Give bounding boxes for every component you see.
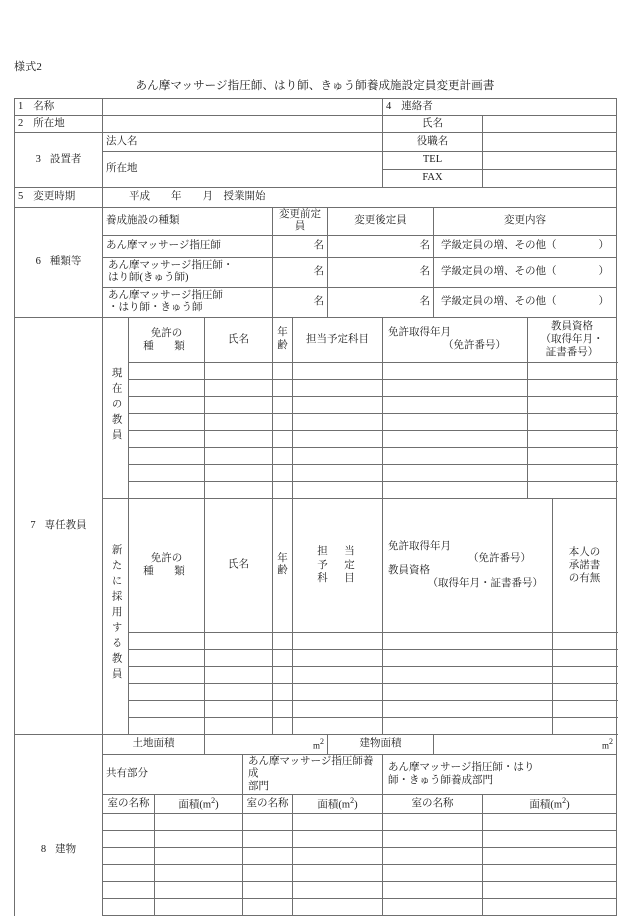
header-age-current: 年齢 xyxy=(273,317,293,362)
group-title-anma-l2: 部門 xyxy=(248,780,269,792)
cell-room-area-1[interactable] xyxy=(155,848,243,865)
cell-license-type[interactable] xyxy=(129,413,205,430)
building-area-unit: m xyxy=(601,740,609,751)
section7-number: 7 xyxy=(30,519,36,531)
cell-room-area-2[interactable] xyxy=(293,848,383,865)
cell-subject[interactable] xyxy=(293,379,383,396)
section8-label-cell xyxy=(15,735,103,916)
cell-room-name-2[interactable] xyxy=(243,865,293,882)
section8-label: 建物 xyxy=(55,844,77,856)
header-subject-new xyxy=(293,498,383,632)
cell-subject[interactable] xyxy=(293,650,383,667)
header-self-consent-new-l3: の有無 xyxy=(568,572,601,584)
cell-room-area-2[interactable] xyxy=(293,814,383,831)
header-license-qual-new-l4: （取得年月・証書番号） xyxy=(427,577,543,589)
cell-age[interactable] xyxy=(273,413,293,430)
header-subject-new-l3: 科 目 xyxy=(317,573,358,585)
section4-number: 4 xyxy=(386,100,392,112)
sub-header-room-3: 室の名称 xyxy=(383,795,483,814)
section6-kind-3-line1: あん摩マッサージ指圧師 xyxy=(108,289,223,301)
cell-room-area-2[interactable] xyxy=(293,899,383,916)
cell-license-type[interactable] xyxy=(129,684,205,701)
section6-content-1[interactable]: 学級定員の増、その他（ ） xyxy=(434,235,617,257)
cell-license-date[interactable] xyxy=(383,447,528,464)
cell-subject[interactable] xyxy=(293,684,383,701)
section6-header-kind: 養成施設の種類 xyxy=(103,208,273,236)
cell-room-area-3[interactable] xyxy=(483,814,617,831)
section3-label-cell xyxy=(15,133,103,188)
land-area-unit-sup: 2 xyxy=(320,736,324,746)
cell-teacher-qual[interactable] xyxy=(528,464,617,481)
cell-room-name-1[interactable] xyxy=(103,865,155,882)
section6-header-after: 変更後定員 xyxy=(328,208,434,236)
cell-room-name-2[interactable] xyxy=(243,831,293,848)
section3-label: 設置者 xyxy=(49,153,82,165)
cell-room-name-1[interactable] xyxy=(103,899,155,916)
header-license-type-current xyxy=(129,317,205,362)
cell-room-area-3[interactable] xyxy=(483,899,617,916)
section6-before-3[interactable]: 名 xyxy=(273,287,328,317)
cell-self-consent[interactable] xyxy=(553,633,617,650)
cell-teacher-qual[interactable] xyxy=(528,413,617,430)
cell-name[interactable] xyxy=(205,379,273,396)
cell-room-name-1[interactable] xyxy=(103,814,155,831)
cell-self-consent[interactable] xyxy=(553,650,617,667)
cell-license-type[interactable] xyxy=(129,650,205,667)
section7-current-header xyxy=(15,317,617,362)
table-row xyxy=(15,865,617,882)
cell-license-qual[interactable] xyxy=(383,650,553,667)
section4-label-cell xyxy=(383,99,617,116)
cell-age[interactable] xyxy=(273,379,293,396)
land-area-label: 土地面積 xyxy=(103,735,205,755)
section4-label: 連絡者 xyxy=(401,100,433,112)
section6-content-3[interactable]: 学級定員の増、その他（ ） xyxy=(434,287,617,317)
cell-subject[interactable] xyxy=(293,413,383,430)
building-area-value[interactable] xyxy=(434,735,617,755)
cell-room-name-3[interactable] xyxy=(383,831,483,848)
founder-corp-label: 法人名 xyxy=(103,133,383,152)
section6-row-3 xyxy=(15,287,617,317)
section6-row-1 xyxy=(15,235,617,257)
cell-teacher-qual[interactable] xyxy=(528,379,617,396)
section7-label: 専任教員 xyxy=(44,519,87,531)
cell-room-name-3[interactable] xyxy=(383,865,483,882)
section6-after-1[interactable]: 名 xyxy=(328,235,434,257)
section7-new-header xyxy=(15,498,617,632)
cell-room-name-2[interactable] xyxy=(243,899,293,916)
header-age-new: 年齢 xyxy=(273,498,293,632)
sub-header-area-3-e: ) xyxy=(566,799,570,811)
header-teacher-qual-current xyxy=(528,317,617,362)
cell-license-type[interactable] xyxy=(129,430,205,447)
row-name-and-contact xyxy=(15,99,617,116)
founder-address-label: 所在地 xyxy=(103,152,383,188)
cell-license-qual[interactable] xyxy=(383,701,553,718)
section3-number: 3 xyxy=(35,153,41,165)
sub-header-area-1-t: 面積(m xyxy=(178,799,212,811)
section5-label: 変更時期 xyxy=(33,191,76,203)
table-row xyxy=(15,899,617,916)
sub-header-area-2-e: ) xyxy=(354,799,358,811)
section6-after-3[interactable]: 名 xyxy=(328,287,434,317)
section2-number: 2 xyxy=(18,117,24,129)
section7-current-vertical-label: 現在の教員 xyxy=(110,366,122,445)
cell-room-area-2[interactable] xyxy=(293,831,383,848)
cell-license-date[interactable] xyxy=(383,464,528,481)
cell-room-area-3[interactable] xyxy=(483,848,617,865)
cell-age[interactable] xyxy=(273,481,293,498)
cell-name[interactable] xyxy=(205,413,273,430)
contact-position-label: 役職名 xyxy=(383,133,483,152)
cell-room-area-2[interactable] xyxy=(293,882,383,899)
cell-license-date[interactable] xyxy=(383,362,528,379)
document-title: あん摩マッサージ指圧師、はり師、きゅう師養成施設定員変更計画書 xyxy=(135,80,495,92)
group-title-anma-l1: あん摩マッサージ指圧師養成 xyxy=(248,756,374,780)
cell-room-name-3[interactable] xyxy=(383,882,483,899)
cell-teacher-qual[interactable] xyxy=(528,396,617,413)
building-area-label: 建物面積 xyxy=(328,735,434,755)
header-teacher-qual-current-l2: （取得年月・ xyxy=(540,334,604,346)
main-form-table xyxy=(14,98,617,916)
section6-header-content: 変更内容 xyxy=(434,208,617,236)
section5-value[interactable]: 平成 年 月 授業開始 xyxy=(103,188,617,208)
section8-sub-headers xyxy=(15,795,617,814)
cell-room-area-1[interactable] xyxy=(155,882,243,899)
row-founder-corp-and-position xyxy=(15,133,617,152)
cell-self-consent[interactable] xyxy=(553,684,617,701)
table-row xyxy=(15,814,617,831)
header-license-type-new xyxy=(129,498,205,632)
cell-subject[interactable] xyxy=(293,667,383,684)
land-area-unit: m xyxy=(312,740,320,751)
section8-number: 8 xyxy=(40,844,47,856)
cell-teacher-qual[interactable] xyxy=(528,447,617,464)
contact-fax-value[interactable] xyxy=(483,170,617,188)
section6-number: 6 xyxy=(35,256,41,268)
section7-new-vertical-label-cell xyxy=(103,498,129,734)
section8-group-titles xyxy=(15,755,617,795)
section6-before-1[interactable]: 名 xyxy=(273,235,328,257)
cell-room-area-1[interactable] xyxy=(155,814,243,831)
section6-content-2[interactable]: 学級定員の増、その他（ ） xyxy=(434,257,617,287)
cell-license-date[interactable] xyxy=(383,430,528,447)
sub-header-area-3-sup: 2 xyxy=(562,796,567,806)
form-code: 様式2 xyxy=(14,61,43,73)
cell-age[interactable] xyxy=(273,667,293,684)
group-title-hari-kyu-l2: 師・きゅう師養成部門 xyxy=(388,774,493,786)
cell-license-type[interactable] xyxy=(129,701,205,718)
cell-room-name-1[interactable] xyxy=(103,848,155,865)
cell-room-name-3[interactable] xyxy=(383,899,483,916)
cell-name[interactable] xyxy=(205,362,273,379)
cell-age[interactable] xyxy=(273,718,293,735)
cell-subject[interactable] xyxy=(293,464,383,481)
cell-room-area-1[interactable] xyxy=(155,831,243,848)
section6-kind-1: あん摩マッサージ指圧師 xyxy=(103,235,273,257)
sub-header-area-1-e: ) xyxy=(215,799,219,811)
header-subject-new-l1: 担 当 xyxy=(317,545,358,557)
header-name-current: 氏名 xyxy=(205,317,273,362)
cell-room-area-1[interactable] xyxy=(155,865,243,882)
header-license-date-current xyxy=(383,317,528,362)
cell-room-area-3[interactable] xyxy=(483,831,617,848)
section6-kind-2 xyxy=(103,257,273,287)
section5-number: 5 xyxy=(18,191,24,203)
cell-room-name-3[interactable] xyxy=(383,848,483,865)
section1-value-cell[interactable] xyxy=(103,99,383,116)
cell-subject[interactable] xyxy=(293,701,383,718)
header-license-date-current-l1: 免許取得年月 xyxy=(388,327,451,339)
cell-license-qual[interactable] xyxy=(383,684,553,701)
header-license-type-current-l1: 免許の xyxy=(150,327,183,339)
header-license-qual-new-l2: （免許番号） xyxy=(468,553,531,564)
cell-subject[interactable] xyxy=(293,396,383,413)
cell-subject[interactable] xyxy=(293,362,383,379)
cell-license-qual[interactable] xyxy=(383,633,553,650)
section7-new-vertical-label: 新たに採用する教員 xyxy=(110,544,122,684)
section6-header-before: 変更前定員 xyxy=(273,208,328,236)
cell-room-area-1[interactable] xyxy=(155,899,243,916)
cell-name[interactable] xyxy=(205,481,273,498)
section1-number: 1 xyxy=(18,100,24,112)
cell-age[interactable] xyxy=(273,396,293,413)
cell-age[interactable] xyxy=(273,430,293,447)
section6-before-2[interactable]: 名 xyxy=(273,257,328,287)
header-license-type-new-l2: 種 類 xyxy=(143,566,190,578)
cell-age[interactable] xyxy=(273,633,293,650)
cell-room-name-1[interactable] xyxy=(103,831,155,848)
header-self-consent-new-l2: 承諾書 xyxy=(568,559,601,571)
cell-teacher-qual[interactable] xyxy=(528,362,617,379)
row-founder-address-and-tel xyxy=(15,152,617,170)
section6-kind-2-line2: はり師(きゅう師) xyxy=(108,272,189,284)
contact-name-value[interactable] xyxy=(483,116,617,133)
header-license-qual-new-l1: 免許取得年月 xyxy=(388,540,451,552)
cell-age[interactable] xyxy=(273,362,293,379)
cell-license-type[interactable] xyxy=(129,718,205,735)
contact-tel-value[interactable] xyxy=(483,152,617,170)
header-license-type-current-l2: 種 類 xyxy=(143,340,190,352)
cell-room-area-3[interactable] xyxy=(483,882,617,899)
header-license-type-new-l1: 免許の xyxy=(150,553,183,565)
cell-self-consent[interactable] xyxy=(553,718,617,735)
cell-license-type[interactable] xyxy=(129,481,205,498)
cell-teacher-qual[interactable] xyxy=(528,430,617,447)
header-teacher-qual-current-l3: 証書番号） xyxy=(545,347,599,359)
sub-header-area-2 xyxy=(293,795,383,814)
header-license-date-current-l2: （免許番号） xyxy=(443,339,506,351)
cell-name[interactable] xyxy=(205,464,273,481)
row-change-period xyxy=(15,188,617,208)
section2-value-cell[interactable] xyxy=(103,116,383,133)
section6-kind-3-line2: ・はり師・きゅう師 xyxy=(108,302,203,314)
cell-subject[interactable] xyxy=(293,718,383,735)
header-license-qual-new-l3: 教員資格 xyxy=(388,565,430,577)
section6-label-cell xyxy=(15,208,103,318)
cell-room-name-3[interactable] xyxy=(383,814,483,831)
row-section6-header xyxy=(15,208,617,236)
section7-label-cell xyxy=(15,317,103,734)
cell-subject[interactable] xyxy=(293,430,383,447)
cell-age[interactable] xyxy=(273,447,293,464)
section6-kind-3 xyxy=(103,287,273,317)
cell-name[interactable] xyxy=(205,718,273,735)
section6-after-2[interactable]: 名 xyxy=(328,257,434,287)
cell-teacher-qual[interactable] xyxy=(528,481,617,498)
section6-row-2 xyxy=(15,257,617,287)
cell-self-consent[interactable] xyxy=(553,701,617,718)
header-teacher-qual-current-l1: 教員資格 xyxy=(551,321,593,333)
header-license-qual-new xyxy=(383,498,553,632)
table-row xyxy=(15,848,617,865)
cell-room-name-2[interactable] xyxy=(243,814,293,831)
cell-name[interactable] xyxy=(205,447,273,464)
sub-header-area-1 xyxy=(155,795,243,814)
sub-header-area-2-t: 面積(m xyxy=(317,799,351,811)
row-address-and-contact-name xyxy=(15,116,617,133)
cell-room-area-2[interactable] xyxy=(293,865,383,882)
cell-subject[interactable] xyxy=(293,481,383,498)
group-title-anma xyxy=(243,755,383,795)
cell-license-type[interactable] xyxy=(129,633,205,650)
sub-header-area-3 xyxy=(483,795,617,814)
section2-label: 所在地 xyxy=(33,117,65,129)
sub-header-room-2: 室の名称 xyxy=(243,795,293,814)
header-name-new: 氏名 xyxy=(205,498,273,632)
header-self-consent-new xyxy=(553,498,617,632)
header-subject-current: 担当予定科目 xyxy=(293,317,383,362)
cell-name[interactable] xyxy=(205,667,273,684)
cell-room-name-2[interactable] xyxy=(243,848,293,865)
cell-name[interactable] xyxy=(205,396,273,413)
section1-label: 名称 xyxy=(33,100,55,112)
group-title-hari-kyu xyxy=(383,755,617,795)
sub-header-area-1-sup: 2 xyxy=(211,796,216,806)
cell-name[interactable] xyxy=(205,701,273,718)
cell-license-type[interactable] xyxy=(129,667,205,684)
section8-area-row xyxy=(15,735,617,755)
land-area-value[interactable] xyxy=(205,735,328,755)
contact-position-value[interactable] xyxy=(483,133,617,152)
cell-room-name-1[interactable] xyxy=(103,882,155,899)
cell-name[interactable] xyxy=(205,650,273,667)
cell-self-consent[interactable] xyxy=(553,667,617,684)
sub-header-area-2-sup: 2 xyxy=(350,796,355,806)
section2-label-cell xyxy=(15,116,103,133)
cell-age[interactable] xyxy=(273,650,293,667)
cell-license-type[interactable] xyxy=(129,447,205,464)
cell-license-date[interactable] xyxy=(383,481,528,498)
cell-license-type[interactable] xyxy=(129,464,205,481)
section1-label-cell xyxy=(15,99,103,116)
cell-subject[interactable] xyxy=(293,633,383,650)
section6-kind-2-line1: あん摩マッサージ指圧師・ xyxy=(108,259,234,271)
contact-name-label: 氏名 xyxy=(383,116,483,133)
cell-room-area-3[interactable] xyxy=(483,865,617,882)
header-subject-new-l2: 予 定 xyxy=(317,559,358,571)
cell-license-date[interactable] xyxy=(383,396,528,413)
section6-label: 種類等 xyxy=(49,256,82,268)
cell-name[interactable] xyxy=(205,430,273,447)
cell-license-type[interactable] xyxy=(129,362,205,379)
cell-license-qual[interactable] xyxy=(383,718,553,735)
cell-license-date[interactable] xyxy=(383,379,528,396)
cell-name[interactable] xyxy=(205,684,273,701)
sub-header-room-1: 室の名称 xyxy=(103,795,155,814)
section5-label-cell xyxy=(15,188,103,208)
header-self-consent-new-l1: 本人の xyxy=(568,546,601,558)
group-title-shared: 共有部分 xyxy=(103,755,243,795)
cell-license-type[interactable] xyxy=(129,396,205,413)
cell-name[interactable] xyxy=(205,633,273,650)
section7-current-vertical-label-cell xyxy=(103,317,129,498)
contact-fax-label: FAX xyxy=(383,170,483,188)
sub-header-area-3-t: 面積(m xyxy=(529,799,563,811)
building-area-unit-sup: 2 xyxy=(609,736,613,746)
cell-room-name-2[interactable] xyxy=(243,882,293,899)
cell-license-date[interactable] xyxy=(383,413,528,430)
cell-subject[interactable] xyxy=(293,447,383,464)
cell-age[interactable] xyxy=(273,464,293,481)
cell-license-type[interactable] xyxy=(129,379,205,396)
cell-license-qual[interactable] xyxy=(383,667,553,684)
table-row xyxy=(15,882,617,899)
contact-tel-label: TEL xyxy=(383,152,483,170)
group-title-hari-kyu-l1: あん摩マッサージ指圧師・はり xyxy=(388,762,535,774)
cell-age[interactable] xyxy=(273,701,293,718)
table-row xyxy=(15,831,617,848)
cell-age[interactable] xyxy=(273,684,293,701)
